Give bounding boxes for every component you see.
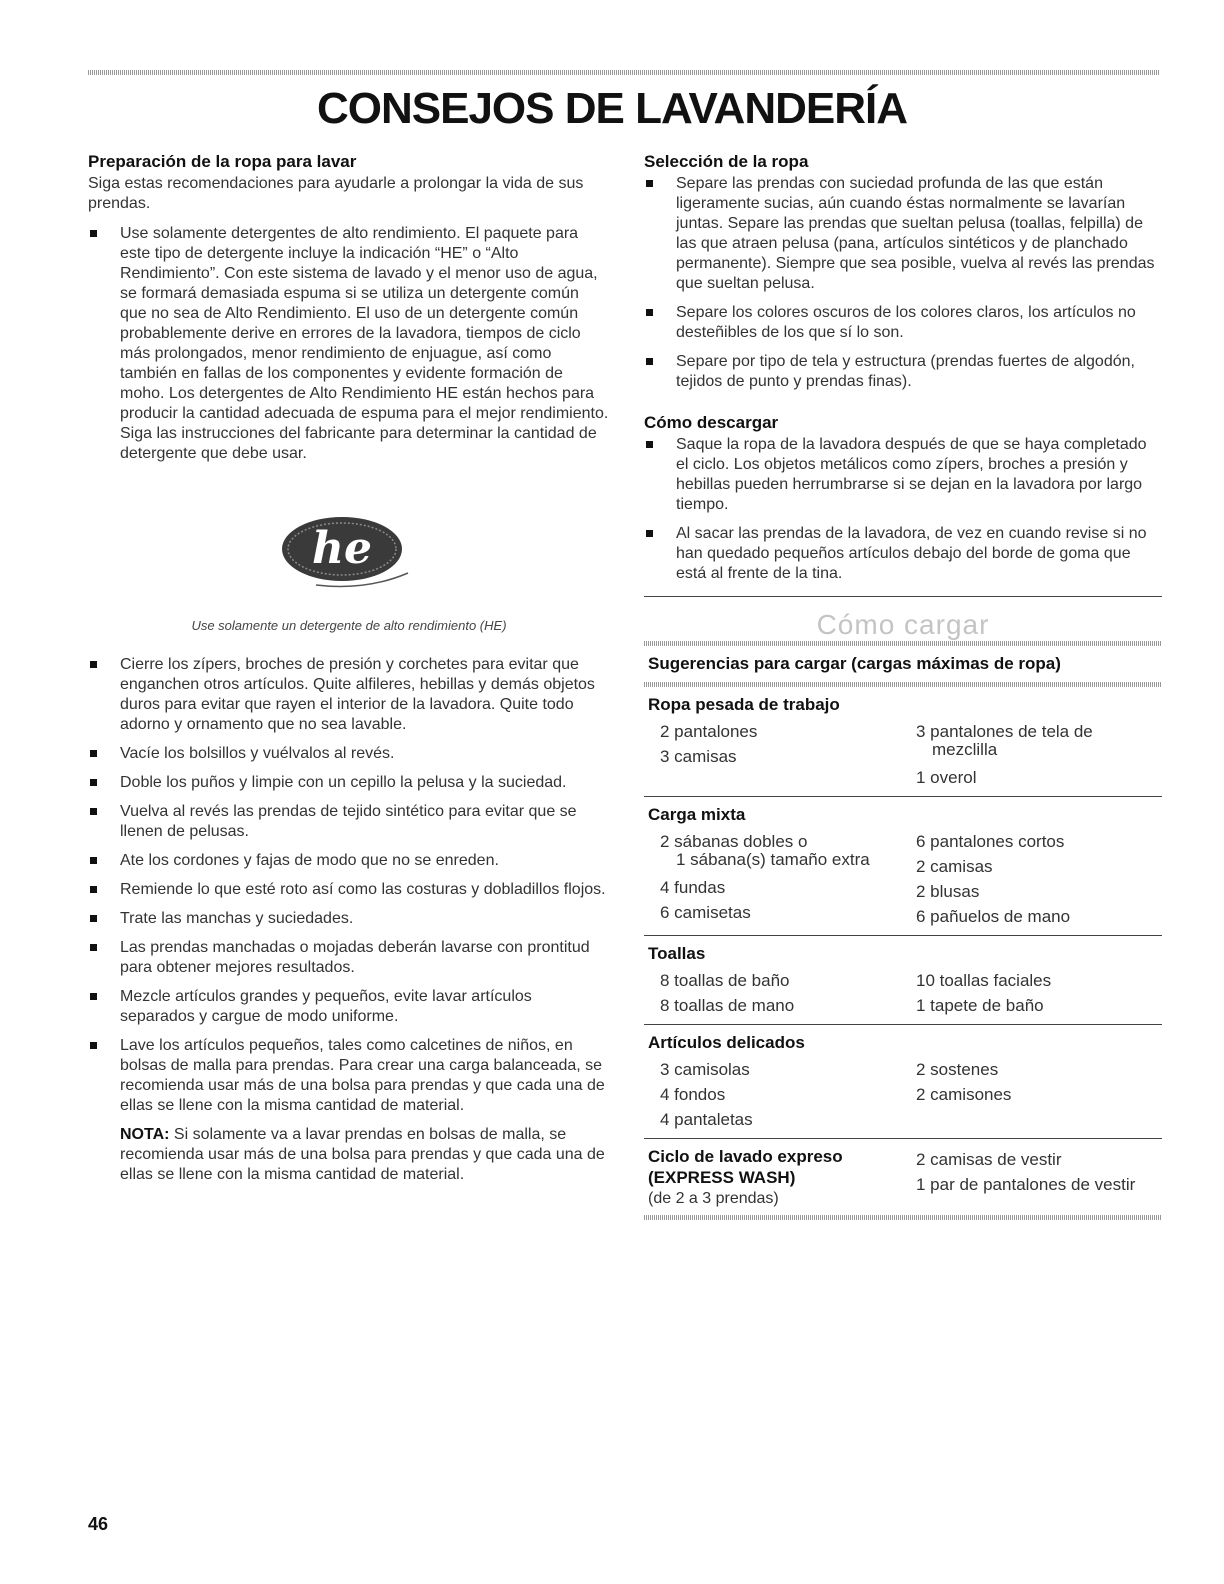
list-item: Cierre los zípers, broches de presión y corchetes para evitar que enganchen otros artículos. Quite alfileres, hebillas y demás objetos duros para evitar que rayen el interior de la lavadora. Quite todo adorno y ornamento que no sea lavable.	[88, 655, 610, 735]
left-column	[88, 152, 610, 1185]
bullet-icon	[90, 750, 97, 757]
hatch-rule	[644, 1215, 1162, 1220]
load-item: 2 camisas	[916, 857, 993, 876]
bullet-icon	[90, 857, 97, 864]
he-logo	[276, 513, 416, 593]
nota-label: NOTA:	[120, 1126, 170, 1143]
load-item: 4 pantaletas	[660, 1110, 753, 1129]
bullet-icon	[90, 661, 97, 668]
nota-paragraph	[88, 1125, 610, 1185]
bullet-icon	[90, 230, 97, 237]
group-title: Artículos delicados	[648, 1033, 805, 1052]
unload-heading: Cómo descargar	[644, 413, 779, 432]
load-item: 2 camisones	[916, 1085, 1012, 1104]
load-item: 1 tapete de baño	[916, 996, 1044, 1015]
load-item: 3 pantalones de tela de	[916, 722, 1093, 741]
bullet-icon	[90, 993, 97, 1000]
bullet-icon	[646, 530, 653, 537]
bullet-icon	[90, 779, 97, 786]
section-divider	[644, 596, 1162, 597]
load-group-express	[644, 1139, 1162, 1215]
bullet-icon	[646, 309, 653, 316]
list-item: Trate las manchas y suciedades.	[88, 909, 610, 929]
he-logo-text: he	[312, 523, 372, 574]
bullet-icon	[90, 886, 97, 893]
nota-text: Si solamente va a lavar prendas en bolsas de malla, se recomienda usar más de una bolsa para prendas y que cada una de ellas se llene con la misma cantidad de material.	[120, 1126, 605, 1183]
selection-list	[644, 174, 1162, 392]
group-title: Ciclo de lavado expreso	[648, 1147, 843, 1166]
list-item: Lave los artículos pequeños, tales como calcetines de niños, en bolsas de malla para prendas. Para crear una carga balanceada, se recomienda usar más de una bolsa para prendas y que cada una de ellas se llene con la misma cantidad de material.	[88, 1036, 610, 1116]
load-item: 1 par de pantalones de vestir	[916, 1175, 1136, 1194]
bullet-icon	[90, 808, 97, 815]
list-item: Vuelva al revés las prendas de tejido sintético para evitar que se llenen de pelusas.	[88, 802, 610, 842]
prep-heading: Preparación de la ropa para lavar	[88, 152, 357, 171]
top-hatch-rule	[88, 70, 1160, 75]
load-item: 10 toallas faciales	[916, 971, 1052, 990]
list-item: Las prendas manchadas o mojadas deberán lavarse con prontitud para obtener mejores resultados.	[88, 938, 610, 978]
load-item: 2 pantalones	[660, 722, 758, 741]
list-item: Separe las prendas con suciedad profunda de las que están ligeramente sucias, aún cuando éstas normalmente se lavarían juntas. Separe las prendas que sueltan pelusa (toallas, felpilla) de las que atraen pelusa (pana, artículos sintéticos y de planchado permanente). Siempre que sea posible, vuelva al revés las prendas que sueltan pelusa.	[644, 174, 1162, 294]
load-group-heavy	[644, 687, 1162, 797]
load-group-mixed	[644, 797, 1162, 936]
list-item: Separe por tipo de tela y estructura (prendas fuertes de algodón, tejidos de punto y prendas finas).	[644, 352, 1162, 392]
load-item: 2 sostenes	[916, 1060, 999, 1079]
bullet-icon	[90, 915, 97, 922]
load-item: 6 pañuelos de mano	[916, 907, 1071, 926]
group-title: Ropa pesada de trabajo	[648, 695, 840, 714]
load-item: 2 sábanas dobles o	[660, 832, 808, 851]
load-item: 1 sábana(s) tamaño extra	[676, 850, 870, 869]
bullet-icon	[90, 1042, 97, 1049]
list-item: Separe los colores oscuros de los colores claros, los artículos no desteñibles de los que sí lo son.	[644, 303, 1162, 343]
list-item: Mezcle artículos grandes y pequeños, evite lavar artículos separados y cargue de modo uniforme.	[88, 987, 610, 1027]
load-item: 8 toallas de mano	[660, 996, 795, 1015]
load-item: 1 overol	[916, 768, 977, 787]
group-title: Carga mixta	[648, 805, 746, 824]
load-item: 8 toallas de baño	[660, 971, 790, 990]
prep-intro: Siga estas recomendaciones para ayudarle a prolongar la vida de sus prendas.	[88, 175, 584, 212]
bullet-icon	[646, 358, 653, 365]
page-title: CONSEJOS DE LAVANDERÍA	[316, 84, 907, 133]
unload-list	[644, 435, 1162, 584]
list-item: Remiende lo que esté roto así como las costuras y dobladillos flojos.	[88, 880, 610, 900]
bullet-icon	[646, 180, 653, 187]
selection-heading: Selección de la ropa	[644, 152, 809, 171]
load-item: 2 blusas	[916, 882, 980, 901]
page-number: 46	[88, 1514, 109, 1534]
group-title: Toallas	[648, 944, 706, 963]
list-item: Use solamente detergentes de alto rendimiento. El paquete para este tipo de detergente incluye la indicación “HE” o “Alto Rendimiento”. Con este sistema de lavado y el menor uso de agua, se formará demasiada espuma si se utiliza un detergente común que no sea de Alto Rendimiento. El uso de un detergente común probablemente derive en errores de la lavadora, tiempos de ciclo más prolongados, menor rendimiento de enjuague, así como también en fallas de los componentes y evidente formación de moho. Los detergentes de Alto Rendimiento HE están hechos para producir la cantidad adecuada de espuma para el mejor rendimiento. Siga las instrucciones del fabricante para determinar la cantidad de detergente que debe usar.	[88, 224, 610, 464]
prep-tips-list	[88, 655, 610, 1116]
group-note: (de 2 a 3 prendas)	[648, 1190, 779, 1207]
load-item: 4 fondos	[660, 1085, 726, 1104]
group-title-sub: (EXPRESS WASH)	[648, 1168, 796, 1187]
load-item: 6 pantalones cortos	[916, 832, 1065, 851]
detergent-list	[88, 224, 610, 464]
load-group-delicates	[644, 1025, 1162, 1139]
load-item: mezclilla	[932, 740, 998, 759]
load-item: 3 camisas	[660, 747, 737, 766]
bullet-icon	[646, 441, 653, 448]
list-item: Saque la ropa de la lavadora después de que se haya completado el ciclo. Los objetos metálicos como zípers, broches a presión y hebillas pueden herrumbrarse si se dejan en la lavadora por largo tiempo.	[644, 435, 1162, 515]
load-item: 4 fundas	[660, 878, 726, 897]
load-subtitle: Sugerencias para cargar (cargas máximas de ropa)	[648, 654, 1061, 673]
list-item: Ate los cordones y fajas de modo que no se enreden.	[88, 851, 610, 871]
load-item: 2 camisas de vestir	[916, 1150, 1062, 1169]
right-column	[644, 152, 1162, 1220]
list-item: Al sacar las prendas de la lavadora, de vez en cuando revise si no han quedado pequeños artículos debajo del borde de goma que está al frente de la tina.	[644, 524, 1162, 584]
bullet-icon	[90, 944, 97, 951]
load-item: 6 camisetas	[660, 903, 751, 922]
logo-caption: Use solamente un detergente de alto rendimiento (HE)	[191, 618, 507, 633]
list-item: Vacíe los bolsillos y vuélvalos al revés.	[88, 744, 610, 764]
load-group-towels	[644, 936, 1162, 1025]
list-item: Doble los puños y limpie con un cepillo la pelusa y la suciedad.	[88, 773, 610, 793]
load-title: Cómo cargar	[816, 609, 990, 640]
load-item: 3 camisolas	[660, 1060, 750, 1079]
